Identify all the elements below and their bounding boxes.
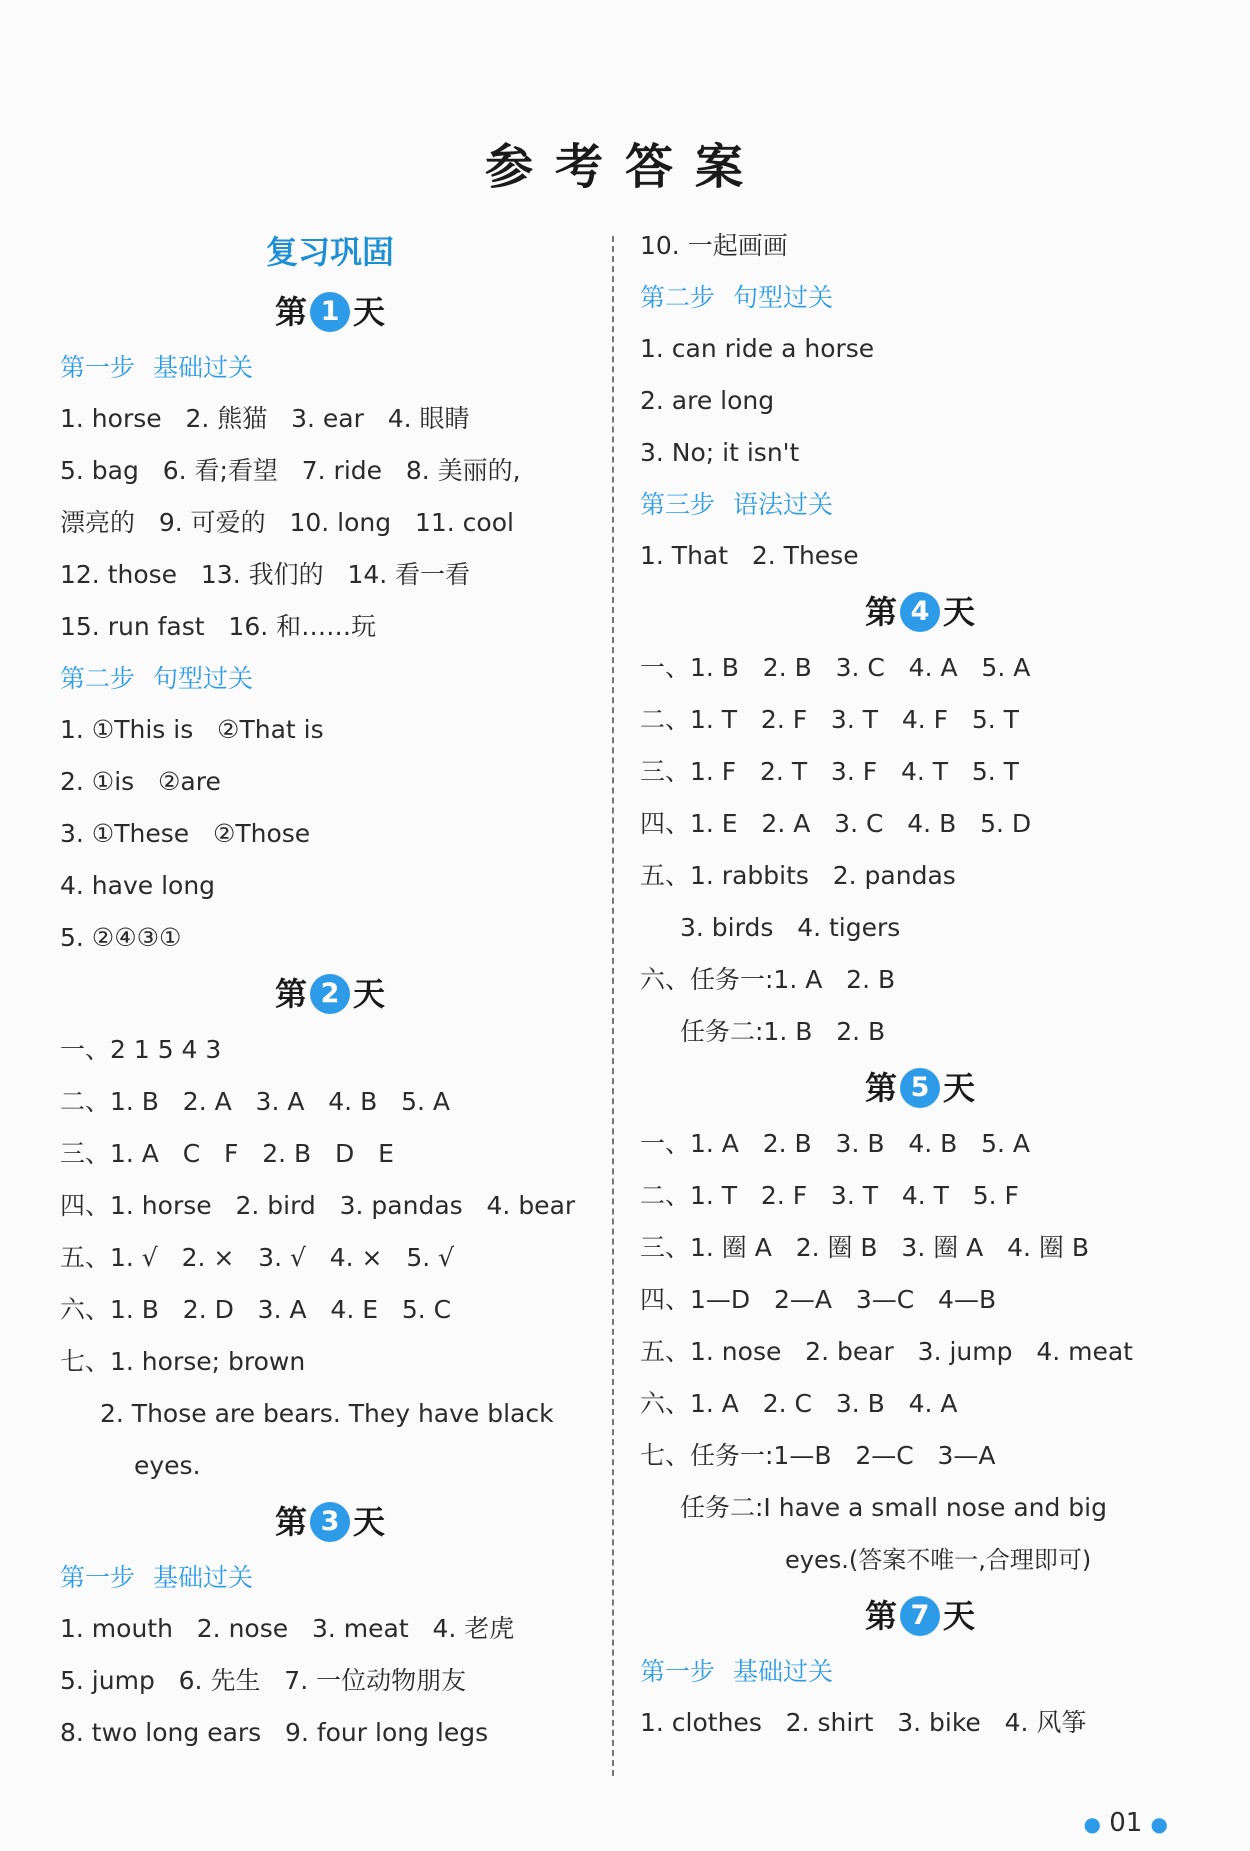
right-column	[640, 220, 1200, 1749]
answer-line: 3. birds 4. tigers	[680, 913, 901, 942]
answer-line: 一、1. A 2. B 3. B 4. B 5. A	[640, 1129, 1031, 1158]
answer-line: 三、1. 圈 A 2. 圈 B 3. 圈 A 4. 圈 B	[640, 1233, 1090, 1262]
answer-line: 1. mouth 2. nose 3. meat 4. 老虎	[60, 1614, 515, 1643]
section-title: 复习巩固	[265, 233, 394, 271]
answer-line: 任务二:I have a small nose and big	[680, 1493, 1107, 1522]
step-heading: 第一步 基础过关	[60, 353, 253, 382]
page-number	[1083, 1808, 1168, 1838]
day-suffix: 天	[353, 1503, 386, 1541]
day-number-badge: 4	[900, 592, 940, 632]
answer-line: eyes.(答案不唯一,合理即可)	[785, 1546, 1092, 1574]
day-1-heading	[60, 282, 600, 342]
answer-line: 六、任务一:1. A 2. B	[640, 965, 896, 994]
answer-line: 1. That 2. These	[640, 541, 859, 570]
answer-line: 8. two long ears 9. four long legs	[60, 1718, 489, 1747]
answer-line: 2. Those are bears. They have black	[100, 1399, 554, 1428]
day-prefix: 第	[864, 593, 897, 631]
day-prefix: 第	[274, 1503, 307, 1541]
answer-line: 5. bag 6. 看;看望 7. ride 8. 美丽的,	[60, 456, 521, 485]
day-prefix: 第	[274, 975, 307, 1013]
day-prefix: 第	[864, 1069, 897, 1107]
answer-line: 5. ②④③①	[60, 923, 182, 952]
answer-line: 一、2 1 5 4 3	[60, 1035, 222, 1064]
day-number-badge: 5	[900, 1068, 940, 1108]
column-divider	[612, 236, 614, 1776]
day-suffix: 天	[353, 975, 386, 1013]
page-title: 参考答案	[484, 139, 765, 195]
answer-line: 1. ①This is ②That is	[60, 715, 324, 744]
left-column	[60, 220, 600, 1759]
step-heading: 第二步 句型过关	[60, 664, 253, 693]
answer-line: 二、1. T 2. F 3. T 4. T 5. F	[640, 1181, 1019, 1210]
day-2-heading	[60, 964, 600, 1024]
answer-line: 七、1. horse; brown	[60, 1347, 306, 1376]
day-suffix: 天	[943, 1069, 976, 1107]
step-heading: 第一步 基础过关	[60, 1563, 253, 1592]
answer-line: 二、1. B 2. A 3. A 4. B 5. A	[60, 1087, 450, 1116]
answer-line: 三、1. A C F 2. B D E	[60, 1139, 394, 1168]
answer-line: 1. can ride a horse	[640, 334, 875, 363]
answer-line: 3. No; it isn't	[640, 438, 800, 467]
answer-line: 1. horse 2. 熊猫 3. ear 4. 眼睛	[60, 404, 470, 433]
answer-line: 15. run fast 16. 和……玩	[60, 612, 377, 641]
step-heading: 第三步 语法过关	[640, 490, 833, 519]
step-heading: 第一步 基础过关	[640, 1657, 833, 1686]
step-heading: 第二步 句型过关	[640, 283, 833, 312]
answer-line: 五、1. rabbits 2. pandas	[640, 861, 956, 890]
answer-line: 五、1. √ 2. × 3. √ 4. × 5. √	[60, 1243, 455, 1272]
answer-line: 1. clothes 2. shirt 3. bike 4. 风筝	[640, 1708, 1087, 1737]
answer-line: 四、1. horse 2. bird 3. pandas 4. bear	[60, 1191, 576, 1220]
answer-line: 2. are long	[640, 386, 775, 415]
day-number-badge: 1	[310, 292, 350, 332]
answer-line: 漂亮的 9. 可爱的 10. long 11. cool	[60, 508, 514, 537]
answer-line: 10. 一起画画	[640, 231, 788, 260]
answer-line: 五、1. nose 2. bear 3. jump 4. meat	[640, 1337, 1133, 1366]
answer-line: 三、1. F 2. T 3. F 4. T 5. T	[640, 757, 1019, 786]
answer-line: 3. ①These ②Those	[60, 819, 311, 848]
day-suffix: 天	[943, 593, 976, 631]
day-number-badge: 2	[310, 974, 350, 1014]
day-prefix: 第	[864, 1597, 897, 1635]
answer-line: 一、1. B 2. B 3. C 4. A 5. A	[640, 653, 1031, 682]
answer-line: 四、1. E 2. A 3. C 4. B 5. D	[640, 809, 1032, 838]
day-number-badge: 7	[900, 1596, 940, 1636]
page-number-text: 01	[1109, 1808, 1143, 1838]
answer-line: eyes.	[134, 1451, 201, 1480]
bullet-dot-icon: ●	[1083, 1812, 1101, 1836]
day-3-heading	[60, 1492, 600, 1552]
answer-line: 12. those 13. 我们的 14. 看一看	[60, 560, 471, 589]
answer-line: 5. jump 6. 先生 7. 一位动物朋友	[60, 1666, 467, 1695]
answer-line: 二、1. T 2. F 3. T 4. F 5. T	[640, 705, 1019, 734]
answer-line: 六、1. B 2. D 3. A 4. E 5. C	[60, 1295, 452, 1324]
answer-line: 七、任务一:1—B 2—C 3—A	[640, 1441, 996, 1470]
day-number-badge: 3	[310, 1502, 350, 1542]
day-prefix: 第	[274, 293, 307, 331]
day-suffix: 天	[353, 293, 386, 331]
day-suffix: 天	[943, 1597, 976, 1635]
answer-line: 四、1—D 2—A 3—C 4—B	[640, 1285, 997, 1314]
day-7-heading	[640, 1586, 1200, 1646]
answer-line: 4. have long	[60, 871, 216, 900]
answer-line: 任务二:1. B 2. B	[680, 1017, 886, 1046]
day-5-heading	[640, 1058, 1200, 1118]
answer-line: 2. ①is ②are	[60, 767, 221, 796]
day-4-heading	[640, 582, 1200, 642]
answer-line: 六、1. A 2. C 3. B 4. A	[640, 1389, 958, 1418]
bullet-dot-icon: ●	[1150, 1812, 1168, 1836]
